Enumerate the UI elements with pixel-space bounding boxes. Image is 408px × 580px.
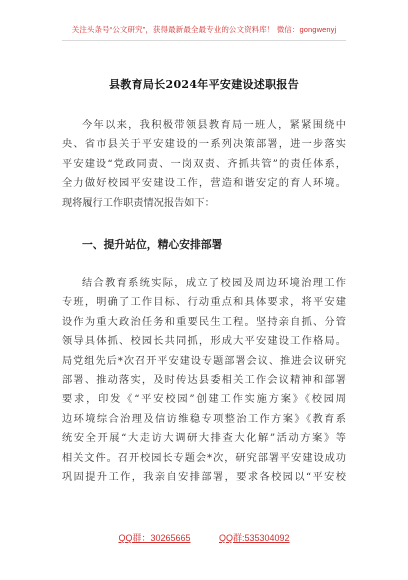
body-line: 领导具体抓、校园长共同抓，形成大平安建设工作格局。: [62, 336, 346, 348]
intro-line: 央、省市县关于平安建设的一系列决策部署，进一步落实: [62, 139, 346, 151]
qq-group-link-2[interactable]: QQ群:535304092: [219, 533, 290, 543]
body-line: 结合教育系统实际，成立了校园及周边环境治理工作: [82, 278, 346, 289]
body-line: 局党组先后*次召开平安建设专题部署会议、推进会议研究: [62, 355, 346, 367]
body-line: 统安全开展“大走访大调研大排查大化解”活动方案》等: [62, 433, 346, 445]
body-line: 部署、推动落实，及时传达县委相关工作会议精神和部署: [62, 375, 346, 387]
footer-contact: [0, 531, 408, 544]
intro-line: 今年以来，我积极带领县教育局一班人，紧紧围绕中: [82, 120, 346, 131]
top-divider: [62, 40, 346, 41]
document-title: 县教育局长2024年平安建设述职报告: [108, 78, 299, 91]
section-body-paragraph: [62, 274, 346, 487]
intro-line: 全力做好校园平安建设工作，营造和谐安定的育人环境。: [62, 178, 346, 190]
intro-line: 现将履行工作职责情况报告如下：: [62, 197, 215, 209]
intro-line: 平安建设“党政同责、一岗双责、齐抓共管”的责任体系，: [62, 158, 346, 170]
body-line: 要求，印发《“平安校园”创建工作实施方案》《校园周: [62, 394, 346, 406]
intro-paragraph: [62, 116, 346, 213]
section-heading: 一、提升站位，精心安排部署: [82, 238, 223, 251]
body-line: 巩固提升工作，我亲自安排部署，要求各校园以“平安校: [62, 472, 346, 484]
body-line: 专班，明确了工作目标、行动重点和具体要求，将平安建: [62, 297, 346, 309]
body-line: 边环境综合治理及信访维稳专项整治工作方案》《教育系: [62, 413, 346, 425]
qq-group-link-1[interactable]: QQ群：30265665: [118, 533, 191, 543]
body-line: 相关文件。召开校园长专题会*次，研究部署平安建设成功: [62, 452, 346, 464]
top-notice-banner[interactable]: 关注头条号“公文研究”，获得最新最全最专业的公文资料库！ 微信：gongwenyj: [71, 25, 337, 34]
body-line: 设作为重大政治任务和重要民生工程。坚持亲自抓、分管: [62, 316, 346, 328]
